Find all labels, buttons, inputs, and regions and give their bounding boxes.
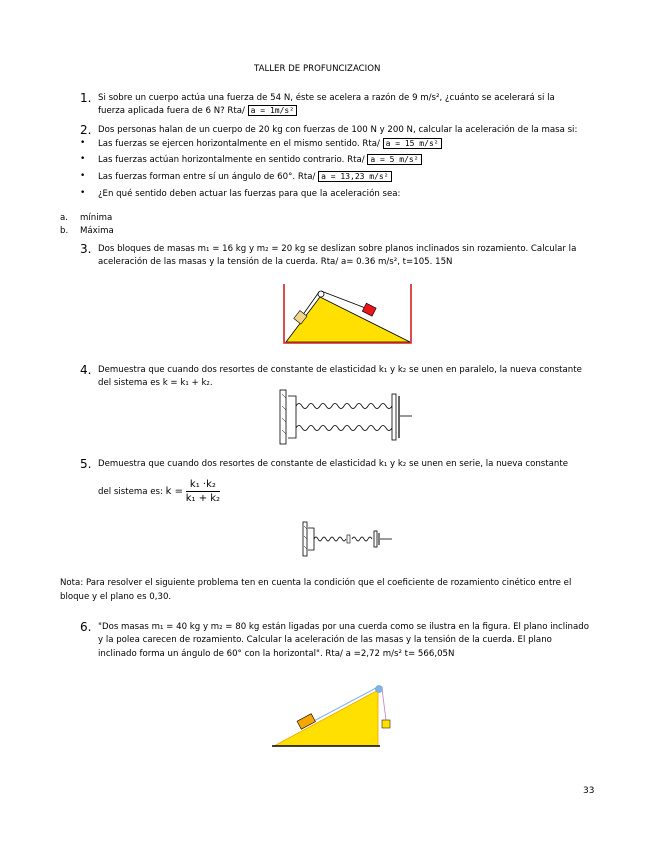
rope xyxy=(382,689,386,720)
spring-k1 xyxy=(314,537,346,541)
bullet-icon: • xyxy=(80,154,86,164)
incline-pulley-figure xyxy=(268,684,398,750)
problem-1-text: fuerza aplicada fuera de 6 N? Rta/ xyxy=(98,106,245,116)
bullet-item: Las fuerzas se ejercen horizontalmente en el mismo sentido. Rta/ a = 15 m/s² xyxy=(98,138,442,150)
movable-plate xyxy=(392,394,396,440)
parallel-springs-figure xyxy=(278,386,414,448)
bullet-item: Las fuerzas actúan horizontalmente en sentido contrario. Rta/ a = 5 m/s² xyxy=(98,154,422,166)
problem-3-line2: aceleración de las masas y la tensión de la cuerda. Rta/ a= 0.36 m/s², t=105. 15N xyxy=(98,257,453,267)
problem-5-line1: Demuestra que cuando dos resortes de constante de elasticidad k₁ y k₂ se unen en serie, la nueva constante xyxy=(98,459,569,469)
problem-6-line3: inclinado forma un ángulo de 60° con la horizontal". Rta/ a =2,72 m/s² t= 566,05N xyxy=(98,649,455,659)
hanging-mass-m2 xyxy=(382,720,390,728)
spring-k2 xyxy=(352,537,372,541)
problem-5-line2: del sistema es: k = $\frac{\text{k₁ ·k₂}}{\text{k₁ + k₂}}$ xyxy=(98,479,221,504)
problem-1-line1: Si sobre un cuerpo actúa una fuerza de 54 N, éste se acelera a razón de 9 m/s², ¿cuánto se acelerará si la xyxy=(98,93,555,103)
bullet-icon: • xyxy=(80,138,86,148)
bullet-icon: • xyxy=(80,171,86,181)
wall xyxy=(280,390,286,444)
page-title: TALLER DE PROFUNCIZACION xyxy=(254,64,381,74)
formula-denominator: k₁ + k₂ xyxy=(185,493,221,504)
spring-k1 xyxy=(296,404,392,409)
problem-1-line2 xyxy=(98,105,297,117)
movable-plate xyxy=(374,531,377,547)
option-text: mínima xyxy=(80,213,113,223)
answer-box: a = 13,23 m/s² xyxy=(318,171,391,182)
bracket xyxy=(288,396,296,438)
block-m2 xyxy=(362,303,376,316)
formula-lhs: k = xyxy=(165,486,183,497)
answer-box: a = 1m/s² xyxy=(248,105,297,116)
bullet-icon: • xyxy=(80,188,86,198)
bullet-item: Las fuerzas forman entre sí un ángulo de 60°. Rta/ a = 13,23 m/s² xyxy=(98,171,392,183)
series-formula xyxy=(186,478,220,505)
connector xyxy=(347,535,350,543)
answer-box: a = 5 m/s² xyxy=(367,154,421,165)
problem-6-line1: "Dos masas m₁ = 40 kg y m₂ = 80 kg están ligadas por una cuerda como se ilustra en la figura. El plano inclinado xyxy=(98,622,589,632)
problem-4-line1: Demuestra que cuando dos resortes de constante de elasticidad k₁ y k₂ se unen en paralelo, la nueva constante xyxy=(98,365,582,375)
problem-3-line1: Dos bloques de masas m₁ = 16 kg y m₂ = 20 kg se deslizan sobre planos inclinados sin rozamiento. Calcular la xyxy=(98,244,577,254)
problem-6-line2: y la polea carecen de rozamiento. Calcular la aceleración de las masas y la tensión de la cuerda. El plano xyxy=(98,635,552,645)
problem-4-line2: del sistema es k = k₁ + k₂. xyxy=(98,378,213,388)
problem-6-number: 6. xyxy=(80,620,92,634)
note-line1: Nota: Para resolver el siguiente problema ten en cuenta la condición que el coeficiente de rozamiento cinético entre el xyxy=(60,578,572,588)
problem-4-number: 4. xyxy=(80,363,92,377)
option-label: b. xyxy=(60,226,69,236)
formula-numerator: k₁ ·k₂ xyxy=(189,479,216,490)
option-label: a. xyxy=(60,213,68,223)
answer-box: a = 15 m/s² xyxy=(383,138,442,149)
pulley-icon xyxy=(376,686,383,693)
incline-triangle xyxy=(274,690,378,746)
page-number: 33 xyxy=(583,786,595,796)
problem-5-number: 5. xyxy=(80,457,92,471)
spring-k2 xyxy=(296,426,392,431)
problem-2-text: Dos personas halan de un cuerpo de 20 kg con fuerzas de 100 N y 200 N, calcular la aceleración de la masa si: xyxy=(98,125,578,135)
bullet-item: ¿En qué sentido deben actuar las fuerzas para que la aceleración sea: xyxy=(98,189,401,199)
problem-2-number: 2. xyxy=(80,123,92,137)
option-text: Máxima xyxy=(80,226,114,236)
inclined-planes-figure xyxy=(282,280,414,346)
problem-3-number: 3. xyxy=(80,242,92,256)
series-springs-figure xyxy=(302,520,396,560)
problem-1-number: 1. xyxy=(80,91,92,105)
note-line2: bloque y el plano es 0,30. xyxy=(60,592,172,602)
